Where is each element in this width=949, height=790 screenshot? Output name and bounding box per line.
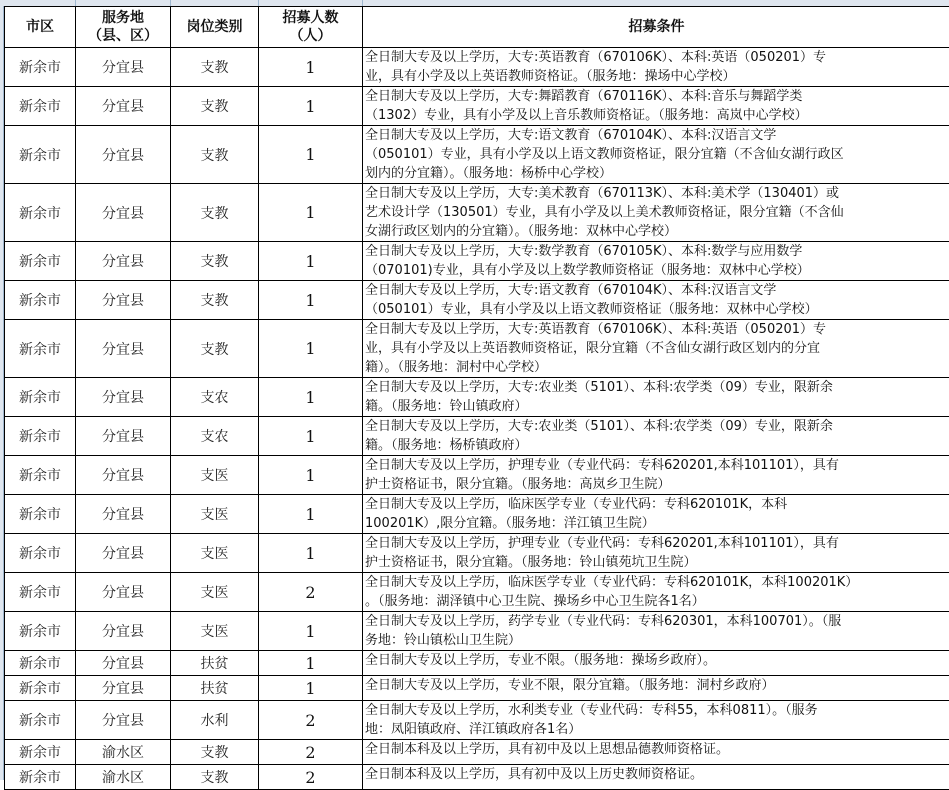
cell-post-type[interactable]: 支教 [171,48,259,87]
cell-count[interactable]: 2 [259,765,363,790]
cell-post-type[interactable]: 支教 [171,126,259,184]
conditions-line: 全日制大专及以上学历，大专:语文教育（670104K）、本科:汉语言文学 [365,126,949,145]
cell-service-area[interactable]: 分宜县 [76,320,171,378]
header-count[interactable] [259,7,363,48]
cell-city[interactable]: 新余市 [5,456,76,495]
cell-count[interactable]: 2 [259,701,363,740]
cell-service-area[interactable]: 分宜县 [76,651,171,676]
cell-post-type[interactable]: 支教 [171,740,259,765]
cell-service-area[interactable]: 渝水区 [76,765,171,790]
cell-service-area[interactable]: 分宜县 [76,676,171,701]
cell-count[interactable]: 1 [259,456,363,495]
header-count-line1: 招募人数 [259,9,362,27]
cell-conditions[interactable] [363,242,949,281]
conditions-line: 全日制大专及以上学历，水利类专业（专业代码：专科55，本科0811）。（服务 [365,701,949,720]
cell-conditions[interactable] [363,320,949,378]
table-row [5,534,949,573]
cell-post-type[interactable]: 扶贫 [171,651,259,676]
table-row [5,417,949,456]
cell-conditions[interactable] [363,417,949,456]
cell-service-area[interactable]: 分宜县 [76,48,171,87]
table-row [5,495,949,534]
cell-count[interactable]: 1 [259,87,363,126]
cell-city[interactable]: 新余市 [5,534,76,573]
cell-count[interactable]: 1 [259,378,363,417]
conditions-line: 全日制大专及以上学历，专业不限。（服务地：操场乡政府）。 [365,651,949,670]
conditions-line: 全日制大专及以上学历，护理专业（专业代码：专科620201,本科101101），具有 [365,534,949,553]
conditions-line: 全日制大专及以上学历，大专:英语教育（670106K）、本科:英语（050201）专 [365,320,949,339]
cell-post-type[interactable]: 支教 [171,184,259,242]
conditions-line: 全日制大专及以上学历，大专:数学教育（670105K）、本科:数学与应用数学 [365,242,949,261]
table-row [5,740,949,765]
cell-service-area[interactable]: 分宜县 [76,126,171,184]
cell-city[interactable]: 新余市 [5,740,76,765]
table-row [5,651,949,676]
cell-conditions[interactable] [363,184,949,242]
cell-count[interactable]: 1 [259,417,363,456]
conditions-line: 护士资格证书，限分宜籍。（服务地：铃山镇苑坑卫生院） [365,553,949,572]
cell-count[interactable]: 1 [259,320,363,378]
cell-post-type[interactable]: 支教 [171,242,259,281]
conditions-line: （070101)专业，具有小学及以上数学教师资格证（服务地：双林中心学校） [365,261,949,280]
cell-service-area[interactable]: 分宜县 [76,378,171,417]
header-post-type[interactable]: 岗位类别 [171,7,259,48]
cell-count[interactable]: 1 [259,612,363,651]
cell-conditions[interactable] [363,87,949,126]
cell-post-type[interactable]: 支教 [171,765,259,790]
cell-post-type[interactable]: 支农 [171,417,259,456]
conditions-line: 全日制大专及以上学历，大专:美术教育（670113K）、本科:美术学（130401）或 [365,184,949,203]
header-service-area-line1: 服务地 [76,9,170,27]
cell-city[interactable]: 新余市 [5,676,76,701]
header-city[interactable]: 市区 [5,7,76,48]
table-row [5,320,949,378]
cell-service-area[interactable]: 分宜县 [76,184,171,242]
header-conditions[interactable]: 招募条件 [363,7,949,48]
cell-city[interactable]: 新余市 [5,651,76,676]
conditions-line: 。（服务地：湖泽镇中心卫生院、操场乡中心卫生院各1名） [365,592,949,611]
conditions-line: 业，具有小学及以上英语教师资格证，限分宜籍（不含仙女湖行政区划内的分宜 [365,339,949,358]
cell-city[interactable]: 新余市 [5,701,76,740]
cell-conditions[interactable] [363,573,949,612]
conditions-line: 护士资格证书，限分宜籍。（服务地：高岚乡卫生院） [365,475,949,494]
conditions-line: （050101）专业，具有小学及以上语文教师资格证，限分宜籍（不含仙女湖行政区 [365,145,949,164]
cell-conditions[interactable] [363,651,949,676]
table-row [5,701,949,740]
conditions-line: 全日制本科及以上学历，具有初中及以上思想品德教师资格证。 [365,740,949,759]
cell-count[interactable]: 1 [259,126,363,184]
cell-city[interactable]: 新余市 [5,765,76,790]
cell-post-type[interactable]: 支医 [171,612,259,651]
cell-count[interactable]: 1 [259,242,363,281]
cell-service-area[interactable]: 分宜县 [76,612,171,651]
cell-post-type[interactable]: 扶贫 [171,676,259,701]
cell-city[interactable]: 新余市 [5,126,76,184]
conditions-line: 全日制大专及以上学历，大专:英语教育（670106K）、本科:英语（050201）专 [365,48,949,67]
cell-conditions[interactable] [363,48,949,87]
header-count-line2: （人） [259,27,362,45]
cell-post-type[interactable]: 支医 [171,573,259,612]
cell-service-area[interactable]: 分宜县 [76,281,171,320]
cell-service-area[interactable]: 分宜县 [76,534,171,573]
cell-conditions[interactable] [363,495,949,534]
table-row [5,676,949,701]
cell-city[interactable]: 新余市 [5,87,76,126]
cell-service-area[interactable]: 分宜县 [76,417,171,456]
table-row [5,281,949,320]
cell-count[interactable]: 1 [259,676,363,701]
cell-post-type[interactable]: 支农 [171,378,259,417]
cell-post-type[interactable]: 支医 [171,456,259,495]
conditions-line: 籍。（服务地：铃山镇政府） [365,397,949,416]
conditions-line: 100201K）,限分宜籍。（服务地：洋江镇卫生院） [365,514,949,533]
cell-city[interactable]: 新余市 [5,242,76,281]
conditions-line: 全日制大专及以上学历，药学专业（专业代码：专科620301，本科100701）。（服 [365,612,949,631]
table-row [5,87,949,126]
cell-service-area[interactable]: 分宜县 [76,456,171,495]
cell-post-type[interactable]: 支教 [171,320,259,378]
cell-count[interactable]: 1 [259,651,363,676]
table-row [5,184,949,242]
cell-city[interactable]: 新余市 [5,573,76,612]
cell-count[interactable]: 2 [259,740,363,765]
cell-city[interactable]: 新余市 [5,320,76,378]
conditions-line: 全日制本科及以上学历，具有初中及以上历史教师资格证。 [365,765,949,784]
conditions-line: 籍）。（服务地：洞村中心学校） [365,358,949,377]
conditions-line: 地：凤阳镇政府、洋江镇政府各1名） [365,720,949,739]
cell-conditions[interactable] [363,456,949,495]
cell-city[interactable]: 新余市 [5,378,76,417]
cell-city[interactable]: 新余市 [5,48,76,87]
cell-conditions[interactable] [363,281,949,320]
conditions-line: （1302）专业，具有小学及以上音乐教师资格证。（服务地：高岚中心学校） [365,106,949,125]
conditions-line: 全日制大专及以上学历，临床医学专业（专业代码：专科620101K，本科100201K） [365,573,949,592]
conditions-line: 业，具有小学及以上英语教师资格证。（服务地：操场中心学校） [365,67,949,86]
table-row [5,48,949,87]
cell-conditions[interactable] [363,534,949,573]
cell-count[interactable]: 1 [259,48,363,87]
cell-conditions[interactable] [363,378,949,417]
cell-post-type[interactable]: 支教 [171,87,259,126]
header-service-area-line2: （县、区） [76,27,170,45]
table-row [5,612,949,651]
cell-city[interactable]: 新余市 [5,495,76,534]
cell-count[interactable]: 1 [259,495,363,534]
conditions-line: （050101）专业，具有小学及以上语文教师资格证（服务地：双林中心学校） [365,300,949,319]
conditions-line: 女湖行政区划内的分宜籍）。（服务地：双林中心学校） [365,222,949,241]
conditions-line: 全日制大专及以上学历，大专:农业类（5101）、本科:农学类（09）专业，限新余 [365,378,949,397]
table-row [5,378,949,417]
conditions-line: 全日制大专及以上学历，护理专业（专业代码：专科620201,本科101101），具有 [365,456,949,475]
cell-post-type[interactable]: 支医 [171,534,259,573]
header-service-area[interactable] [76,7,171,48]
cell-conditions[interactable] [363,765,949,790]
cell-conditions[interactable] [363,740,949,765]
conditions-line: 全日制大专及以上学历，大专:语文教育（670104K）、本科:汉语言文学 [365,281,949,300]
cell-post-type[interactable]: 支医 [171,495,259,534]
conditions-line: 籍。（服务地：杨桥镇政府） [365,436,949,455]
cell-count[interactable]: 1 [259,184,363,242]
table-row [5,573,949,612]
cell-post-type[interactable]: 水利 [171,701,259,740]
table-header-row [5,7,949,48]
cell-city[interactable]: 新余市 [5,184,76,242]
cell-service-area[interactable]: 分宜县 [76,242,171,281]
cell-count[interactable]: 2 [259,573,363,612]
recruitment-table [4,6,949,790]
cell-city[interactable]: 新余市 [5,417,76,456]
table-body [5,48,949,790]
cell-service-area[interactable]: 分宜县 [76,495,171,534]
conditions-line: 艺术设计学（130501）专业，具有小学及以上美术教师资格证，限分宜籍（不含仙 [365,203,949,222]
cell-count[interactable]: 1 [259,534,363,573]
conditions-line: 全日制大专及以上学历，专业不限，限分宜籍。（服务地：洞村乡政府） [365,676,949,695]
table-row [5,126,949,184]
conditions-line: 务地：铃山镇松山卫生院） [365,631,949,650]
cell-service-area[interactable]: 分宜县 [76,87,171,126]
cell-conditions[interactable] [363,612,949,651]
table-row [5,456,949,495]
cell-count[interactable]: 1 [259,281,363,320]
conditions-line: 全日制大专及以上学历，临床医学专业（专业代码：专科620101K，本科 [365,495,949,514]
cell-service-area[interactable]: 渝水区 [76,740,171,765]
table-row [5,765,949,790]
table-row [5,242,949,281]
cell-service-area[interactable]: 分宜县 [76,701,171,740]
cell-conditions[interactable] [363,126,949,184]
cell-city[interactable]: 新余市 [5,612,76,651]
cell-conditions[interactable] [363,676,949,701]
cell-post-type[interactable]: 支教 [171,281,259,320]
conditions-line: 全日制大专及以上学历，大专:舞蹈教育（670116K）、本科:音乐与舞蹈学类 [365,87,949,106]
conditions-line: 划内的分宜籍）。（服务地：杨桥中心学校） [365,164,949,183]
cell-city[interactable]: 新余市 [5,281,76,320]
cell-conditions[interactable] [363,701,949,740]
conditions-line: 全日制大专及以上学历，大专:农业类（5101）、本科:农学类（09）专业，限新余 [365,417,949,436]
cell-service-area[interactable]: 分宜县 [76,573,171,612]
